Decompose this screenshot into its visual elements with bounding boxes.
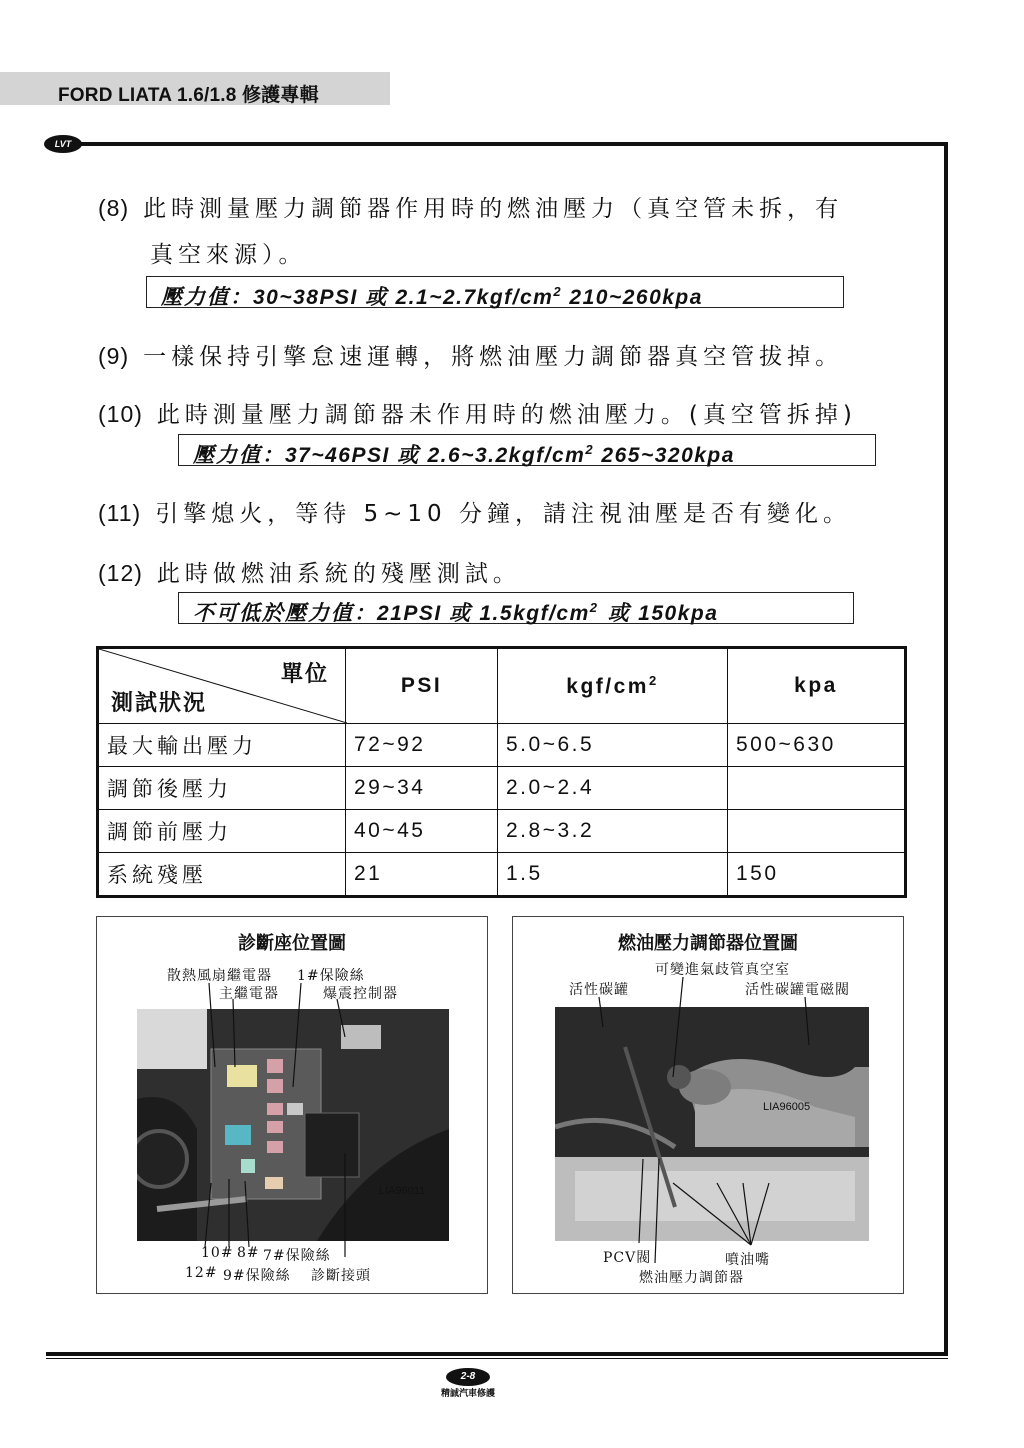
col-header-kgf-text: kgf/cm [566, 675, 649, 698]
step-text: 此時測量壓力調節器未作用時的燃油壓力。(真空管拆掉) [156, 402, 857, 428]
table-header-row [98, 648, 906, 724]
pressure-box-2 [178, 434, 876, 466]
step-text: 引擎熄火，等待 5~10 分鐘，請注視油壓是否有變化。 [155, 501, 851, 527]
figure-title: 燃油壓力調節器位置圖 [618, 933, 798, 954]
table-row [98, 767, 906, 810]
label-fuse-1: 1#保險絲 [297, 968, 365, 984]
label-fuse-8: 8# [237, 1245, 260, 1261]
box-label: 壓力值： [161, 284, 253, 309]
cell-kgf: 1.5 [498, 853, 728, 897]
leader-lines [513, 917, 905, 1295]
step-12 [98, 555, 521, 588]
cell-kgf: 2.8~3.2 [498, 810, 728, 853]
label-fuse-9: 9#保險絲 [223, 1268, 291, 1284]
box-sup: 2 [585, 442, 595, 457]
cell-psi: 21 [346, 853, 498, 897]
figure-title: 診斷座位置圖 [238, 933, 346, 954]
box-or: 或 [397, 442, 421, 467]
box-value: 37~46PSI [285, 444, 398, 467]
step-number: (11) [98, 500, 142, 526]
col-header-kpa: kpa [728, 648, 906, 724]
box-value: 1.5kgf/cm [472, 602, 590, 625]
box-label: 不可低於壓力值： [193, 600, 377, 625]
label-diagnostic-connector: 診斷接頭 [311, 1268, 371, 1284]
label-knock-controller: 爆震控制器 [323, 986, 398, 1002]
step-8 [98, 190, 843, 223]
row-name: 最大輸出壓力 [98, 724, 346, 767]
step-text: 此時做燃油系統的殘壓測試。 [156, 561, 521, 587]
step-text: 此時測量壓力調節器作用時的燃油壓力（真空管未拆，有 [143, 196, 844, 222]
box-sup: 2 [553, 284, 563, 299]
label-injector: 噴油嘴 [725, 1252, 770, 1268]
cell-kgf: 5.0~6.5 [498, 724, 728, 767]
cell-kgf: 2.0~2.4 [498, 767, 728, 810]
label-fuse-12: 12# [185, 1265, 218, 1281]
figure-diagnostic-connector [96, 916, 488, 1294]
step-number: (10) [98, 401, 143, 427]
pressure-box-3 [178, 592, 854, 624]
cell-psi: 29~34 [346, 767, 498, 810]
box-label: 壓力值： [193, 442, 285, 467]
leader-lines [97, 917, 489, 1295]
label-charcoal-canister: 活性碳罐 [569, 982, 629, 998]
frame-right-rule [944, 142, 948, 1354]
step-number: (12) [98, 560, 143, 586]
cell-kpa [728, 810, 906, 853]
step-10 [98, 396, 857, 429]
box-value: 210~260kpa [562, 286, 703, 309]
box-sup: 2 [589, 600, 599, 615]
col-header-kgf [498, 648, 728, 724]
label-fuel-pressure-regulator: 燃油壓力調節器 [639, 1270, 744, 1286]
box-value: 150kpa [630, 602, 719, 625]
unit-label: 單位 [280, 661, 329, 686]
box-value: 30~38PSI [253, 286, 366, 309]
brand-logo: LVT [44, 135, 82, 153]
box-or: 或 [598, 600, 631, 625]
step-11 [98, 495, 851, 528]
label-pcv-valve: PCV閥 [603, 1250, 652, 1266]
row-name: 系統殘壓 [98, 853, 346, 897]
row-name: 調節後壓力 [98, 767, 346, 810]
label-main-relay: 主繼電器 [219, 986, 279, 1002]
step-9 [98, 338, 843, 371]
pressure-spec-table [96, 646, 907, 898]
label-fan-relay: 散熱風扇繼電器 [167, 968, 272, 984]
frame-top-rule [46, 142, 948, 146]
label-canister-solenoid: 活性碳罐電磁閥 [745, 982, 850, 998]
label-fuse-10: 10# [201, 1245, 234, 1261]
pressure-box-1 [146, 276, 844, 308]
col-header-kgf-sup: 2 [648, 673, 659, 688]
step-8-continued: 真空來源）。 [150, 242, 307, 268]
box-value: 265~320kpa [594, 444, 735, 467]
box-value: 2.1~2.7kgf/cm [388, 286, 554, 309]
cell-kpa: 500~630 [728, 724, 906, 767]
page-number: 2-8 [446, 1368, 490, 1386]
table-diagonal-header-cell [98, 648, 346, 724]
step-text: 一樣保持引擎怠速運轉，將燃油壓力調節器真空管拔掉。 [143, 344, 844, 370]
label-fuse-7: 7#保險絲 [263, 1248, 331, 1264]
label-variable-intake-vacuum: 可變進氣歧管真空室 [655, 962, 790, 978]
page-header-title: FORD LIATA 1.6/1.8 修護專輯 [58, 85, 319, 106]
table-row [98, 724, 906, 767]
box-or: 或 [449, 600, 473, 625]
status-label: 測試狀況 [111, 690, 208, 715]
photo-code: LIA96005 [763, 1101, 811, 1113]
cell-kpa: 150 [728, 853, 906, 897]
frame-bottom-thin-rule [46, 1358, 948, 1359]
photo-code: LIA96011 [379, 1185, 426, 1197]
step-number: (9) [98, 343, 130, 369]
cell-psi: 40~45 [346, 810, 498, 853]
cell-psi: 72~92 [346, 724, 498, 767]
figure-fuel-pressure-regulator [512, 916, 904, 1294]
footer-publisher: 精誠汽車修護 [440, 1389, 495, 1399]
table-row [98, 810, 906, 853]
box-value: 21PSI [377, 602, 450, 625]
box-value: 2.6~3.2kgf/cm [420, 444, 586, 467]
step-number: (8) [98, 195, 130, 221]
row-name: 調節前壓力 [98, 810, 346, 853]
table-row [98, 853, 906, 897]
cell-kpa [728, 767, 906, 810]
box-or: 或 [365, 284, 389, 309]
col-header-psi: PSI [346, 648, 498, 724]
frame-bottom-rule [46, 1352, 948, 1356]
